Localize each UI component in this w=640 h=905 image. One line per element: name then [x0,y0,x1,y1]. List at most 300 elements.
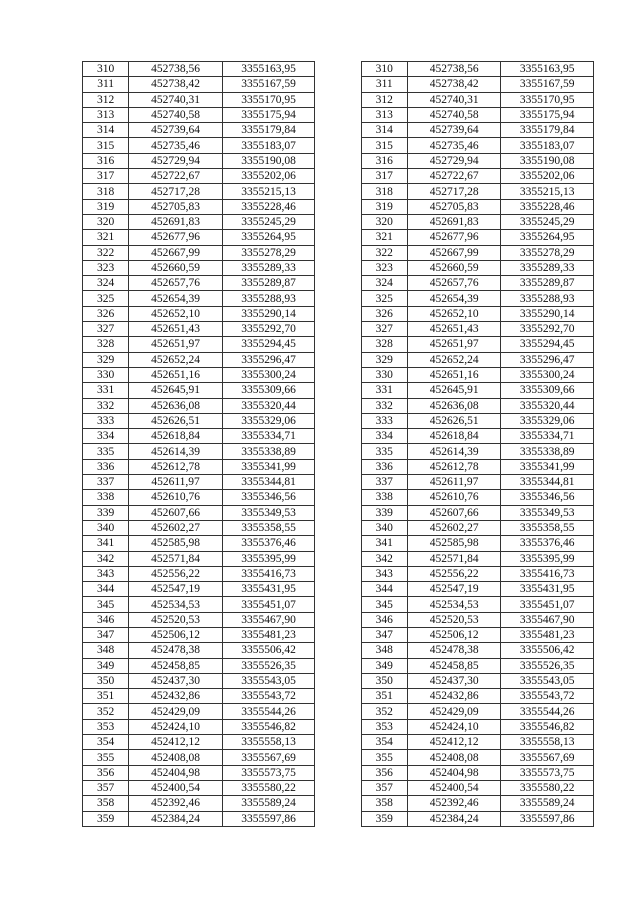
left-x-coordinate-cell: 452645,91 [129,383,223,398]
right-point-number-cell: 340 [361,520,407,535]
left-y-coordinate-cell: 3355580,22 [222,780,315,795]
left-y-coordinate-cell: 3355506,42 [222,643,315,658]
left-x-coordinate-cell: 452717,28 [129,184,223,199]
column-gap [315,459,361,474]
left-x-coordinate-cell: 452612,78 [129,459,223,474]
column-gap [315,138,361,153]
left-x-coordinate-cell: 452432,86 [129,689,223,704]
left-y-coordinate-cell: 3355296,47 [222,352,315,367]
column-gap [315,62,361,77]
right-x-coordinate-cell: 452571,84 [407,551,501,566]
right-point-number-cell: 354 [361,735,407,750]
right-x-coordinate-cell: 452738,42 [407,77,501,92]
table-row [83,184,594,199]
left-point-number-cell: 312 [83,92,129,107]
table-row [83,704,594,719]
right-point-number-cell: 359 [361,811,407,826]
table-row [83,367,594,382]
left-y-coordinate-cell: 3355567,69 [222,750,315,765]
left-y-coordinate-cell: 3355278,29 [222,245,315,260]
left-x-coordinate-cell: 452556,22 [129,566,223,581]
right-y-coordinate-cell: 3355228,46 [501,199,594,214]
right-y-coordinate-cell: 3355395,99 [501,551,594,566]
right-point-number-cell: 348 [361,643,407,658]
left-y-coordinate-cell: 3355481,23 [222,627,315,642]
left-x-coordinate-cell: 452651,43 [129,322,223,337]
left-x-coordinate-cell: 452424,10 [129,719,223,734]
right-point-number-cell: 351 [361,689,407,704]
left-point-number-cell: 334 [83,429,129,444]
right-point-number-cell: 318 [361,184,407,199]
left-y-coordinate-cell: 3355334,71 [222,429,315,444]
right-x-coordinate-cell: 452651,43 [407,322,501,337]
left-y-coordinate-cell: 3355170,95 [222,92,315,107]
left-x-coordinate-cell: 452636,08 [129,398,223,413]
left-y-coordinate-cell: 3355543,72 [222,689,315,704]
column-gap [315,704,361,719]
right-point-number-cell: 334 [361,429,407,444]
right-x-coordinate-cell: 452429,09 [407,704,501,719]
right-x-coordinate-cell: 452652,10 [407,306,501,321]
left-x-coordinate-cell: 452412,12 [129,735,223,750]
right-x-coordinate-cell: 452645,91 [407,383,501,398]
table-row [83,735,594,750]
right-y-coordinate-cell: 3355573,75 [501,765,594,780]
right-y-coordinate-cell: 3355278,29 [501,245,594,260]
right-y-coordinate-cell: 3355580,22 [501,780,594,795]
right-point-number-cell: 332 [361,398,407,413]
table-row [83,796,594,811]
left-x-coordinate-cell: 452691,83 [129,214,223,229]
left-x-coordinate-cell: 452458,85 [129,658,223,673]
left-x-coordinate-cell: 452626,51 [129,413,223,428]
right-x-coordinate-cell: 452654,39 [407,291,501,306]
left-point-number-cell: 347 [83,627,129,642]
right-x-coordinate-cell: 452677,96 [407,230,501,245]
right-x-coordinate-cell: 452614,39 [407,444,501,459]
left-y-coordinate-cell: 3355544,26 [222,704,315,719]
right-x-coordinate-cell: 452404,98 [407,765,501,780]
coordinates-table [82,61,594,827]
right-point-number-cell: 350 [361,673,407,688]
left-x-coordinate-cell: 452652,10 [129,306,223,321]
left-x-coordinate-cell: 452610,76 [129,490,223,505]
left-point-number-cell: 330 [83,367,129,382]
right-point-number-cell: 322 [361,245,407,260]
left-y-coordinate-cell: 3355416,73 [222,566,315,581]
table-row [83,199,594,214]
left-point-number-cell: 339 [83,505,129,520]
left-y-coordinate-cell: 3355320,44 [222,398,315,413]
left-x-coordinate-cell: 452722,67 [129,169,223,184]
right-x-coordinate-cell: 452636,08 [407,398,501,413]
right-x-coordinate-cell: 452722,67 [407,169,501,184]
right-point-number-cell: 312 [361,92,407,107]
left-point-number-cell: 354 [83,735,129,750]
left-point-number-cell: 333 [83,413,129,428]
left-y-coordinate-cell: 3355175,94 [222,107,315,122]
right-x-coordinate-cell: 452612,78 [407,459,501,474]
left-y-coordinate-cell: 3355290,14 [222,306,315,321]
left-x-coordinate-cell: 452571,84 [129,551,223,566]
right-point-number-cell: 316 [361,153,407,168]
right-x-coordinate-cell: 452667,99 [407,245,501,260]
right-x-coordinate-cell: 452657,76 [407,276,501,291]
right-x-coordinate-cell: 452400,54 [407,780,501,795]
table-row [83,245,594,260]
left-x-coordinate-cell: 452614,39 [129,444,223,459]
right-point-number-cell: 324 [361,276,407,291]
column-gap [315,337,361,352]
right-y-coordinate-cell: 3355183,07 [501,138,594,153]
right-x-coordinate-cell: 452437,30 [407,673,501,688]
left-point-number-cell: 350 [83,673,129,688]
left-point-number-cell: 327 [83,322,129,337]
right-x-coordinate-cell: 452611,97 [407,475,501,490]
right-y-coordinate-cell: 3355163,95 [501,62,594,77]
table-row [83,612,594,627]
table-row [83,627,594,642]
column-gap [315,673,361,688]
column-gap [315,169,361,184]
right-y-coordinate-cell: 3355526,35 [501,658,594,673]
right-point-number-cell: 335 [361,444,407,459]
left-y-coordinate-cell: 3355597,86 [222,811,315,826]
table-row [83,291,594,306]
left-y-coordinate-cell: 3355228,46 [222,199,315,214]
table-row [83,597,594,612]
left-x-coordinate-cell: 452677,96 [129,230,223,245]
right-point-number-cell: 347 [361,627,407,642]
left-point-number-cell: 325 [83,291,129,306]
left-point-number-cell: 332 [83,398,129,413]
right-x-coordinate-cell: 452652,24 [407,352,501,367]
right-y-coordinate-cell: 3355416,73 [501,566,594,581]
left-y-coordinate-cell: 3355264,95 [222,230,315,245]
table-row [83,214,594,229]
right-point-number-cell: 344 [361,582,407,597]
column-gap [315,750,361,765]
left-point-number-cell: 353 [83,719,129,734]
right-y-coordinate-cell: 3355289,87 [501,276,594,291]
table-row [83,459,594,474]
right-x-coordinate-cell: 452740,31 [407,92,501,107]
table-row [83,475,594,490]
left-x-coordinate-cell: 452740,31 [129,92,223,107]
column-gap [315,184,361,199]
column-gap [315,444,361,459]
left-x-coordinate-cell: 452404,98 [129,765,223,780]
right-point-number-cell: 342 [361,551,407,566]
column-gap [315,214,361,229]
column-gap [315,520,361,535]
column-gap [315,77,361,92]
right-x-coordinate-cell: 452739,64 [407,123,501,138]
column-gap [315,123,361,138]
right-point-number-cell: 355 [361,750,407,765]
table-row [83,107,594,122]
right-y-coordinate-cell: 3355334,71 [501,429,594,444]
column-gap [315,475,361,490]
left-point-number-cell: 338 [83,490,129,505]
left-point-number-cell: 315 [83,138,129,153]
column-gap [315,153,361,168]
right-y-coordinate-cell: 3355344,81 [501,475,594,490]
right-x-coordinate-cell: 452392,46 [407,796,501,811]
table-row [83,780,594,795]
right-x-coordinate-cell: 452738,56 [407,62,501,77]
left-point-number-cell: 321 [83,230,129,245]
right-point-number-cell: 349 [361,658,407,673]
right-x-coordinate-cell: 452740,58 [407,107,501,122]
left-point-number-cell: 337 [83,475,129,490]
left-x-coordinate-cell: 452651,97 [129,337,223,352]
left-x-coordinate-cell: 452534,53 [129,597,223,612]
right-point-number-cell: 328 [361,337,407,352]
left-point-number-cell: 310 [83,62,129,77]
right-point-number-cell: 331 [361,383,407,398]
right-point-number-cell: 323 [361,260,407,275]
left-y-coordinate-cell: 3355558,13 [222,735,315,750]
column-gap [315,490,361,505]
right-y-coordinate-cell: 3355309,66 [501,383,594,398]
table-row [83,765,594,780]
left-point-number-cell: 349 [83,658,129,673]
column-gap [315,582,361,597]
right-x-coordinate-cell: 452458,85 [407,658,501,673]
right-point-number-cell: 339 [361,505,407,520]
right-y-coordinate-cell: 3355175,94 [501,107,594,122]
left-y-coordinate-cell: 3355309,66 [222,383,315,398]
right-point-number-cell: 357 [361,780,407,795]
right-point-number-cell: 346 [361,612,407,627]
right-y-coordinate-cell: 3355215,13 [501,184,594,199]
left-x-coordinate-cell: 452739,64 [129,123,223,138]
table-row [83,689,594,704]
table-row [83,322,594,337]
table-row [83,276,594,291]
right-y-coordinate-cell: 3355338,89 [501,444,594,459]
left-y-coordinate-cell: 3355338,89 [222,444,315,459]
left-x-coordinate-cell: 452547,19 [129,582,223,597]
right-x-coordinate-cell: 452585,98 [407,536,501,551]
table-row [83,306,594,321]
column-gap [315,719,361,734]
left-y-coordinate-cell: 3355294,45 [222,337,315,352]
table-row [83,566,594,581]
column-gap [315,566,361,581]
left-x-coordinate-cell: 452585,98 [129,536,223,551]
coordinates-table-body [83,62,594,827]
column-gap [315,245,361,260]
left-point-number-cell: 344 [83,582,129,597]
table-row [83,153,594,168]
column-gap [315,291,361,306]
left-point-number-cell: 355 [83,750,129,765]
left-point-number-cell: 352 [83,704,129,719]
column-gap [315,643,361,658]
left-point-number-cell: 314 [83,123,129,138]
left-point-number-cell: 345 [83,597,129,612]
right-y-coordinate-cell: 3355506,42 [501,643,594,658]
right-point-number-cell: 330 [361,367,407,382]
column-gap [315,597,361,612]
right-x-coordinate-cell: 452602,27 [407,520,501,535]
left-y-coordinate-cell: 3355289,87 [222,276,315,291]
left-point-number-cell: 329 [83,352,129,367]
column-gap [315,367,361,382]
left-point-number-cell: 359 [83,811,129,826]
table-row [83,536,594,551]
left-point-number-cell: 351 [83,689,129,704]
right-point-number-cell: 310 [361,62,407,77]
right-y-coordinate-cell: 3355300,24 [501,367,594,382]
right-y-coordinate-cell: 3355329,06 [501,413,594,428]
left-x-coordinate-cell: 452384,24 [129,811,223,826]
left-x-coordinate-cell: 452738,42 [129,77,223,92]
left-y-coordinate-cell: 3355376,46 [222,536,315,551]
left-y-coordinate-cell: 3355451,07 [222,597,315,612]
column-gap [315,658,361,673]
left-x-coordinate-cell: 452660,59 [129,260,223,275]
table-row [83,658,594,673]
left-x-coordinate-cell: 452478,38 [129,643,223,658]
left-y-coordinate-cell: 3355589,24 [222,796,315,811]
column-gap [315,429,361,444]
right-x-coordinate-cell: 452705,83 [407,199,501,214]
table-row [83,490,594,505]
right-x-coordinate-cell: 452735,46 [407,138,501,153]
column-gap [315,398,361,413]
right-x-coordinate-cell: 452618,84 [407,429,501,444]
left-point-number-cell: 357 [83,780,129,795]
right-point-number-cell: 326 [361,306,407,321]
left-point-number-cell: 322 [83,245,129,260]
column-gap [315,627,361,642]
column-gap [315,199,361,214]
left-x-coordinate-cell: 452602,27 [129,520,223,535]
left-y-coordinate-cell: 3355202,06 [222,169,315,184]
right-x-coordinate-cell: 452651,97 [407,337,501,352]
left-x-coordinate-cell: 452437,30 [129,673,223,688]
left-y-coordinate-cell: 3355190,08 [222,153,315,168]
left-point-number-cell: 342 [83,551,129,566]
right-point-number-cell: 319 [361,199,407,214]
column-gap [315,230,361,245]
left-y-coordinate-cell: 3355329,06 [222,413,315,428]
left-point-number-cell: 317 [83,169,129,184]
right-x-coordinate-cell: 452534,53 [407,597,501,612]
right-y-coordinate-cell: 3355190,08 [501,153,594,168]
left-x-coordinate-cell: 452618,84 [129,429,223,444]
right-y-coordinate-cell: 3355296,47 [501,352,594,367]
left-point-number-cell: 326 [83,306,129,321]
left-point-number-cell: 323 [83,260,129,275]
left-y-coordinate-cell: 3355467,90 [222,612,315,627]
left-point-number-cell: 348 [83,643,129,658]
right-point-number-cell: 338 [361,490,407,505]
left-point-number-cell: 318 [83,184,129,199]
column-gap [315,612,361,627]
right-x-coordinate-cell: 452408,08 [407,750,501,765]
right-x-coordinate-cell: 452651,16 [407,367,501,382]
table-row [83,62,594,77]
column-gap [315,383,361,398]
right-x-coordinate-cell: 452717,28 [407,184,501,199]
right-y-coordinate-cell: 3355264,95 [501,230,594,245]
left-x-coordinate-cell: 452408,08 [129,750,223,765]
right-x-coordinate-cell: 452547,19 [407,582,501,597]
column-gap [315,765,361,780]
right-y-coordinate-cell: 3355376,46 [501,536,594,551]
left-x-coordinate-cell: 452611,97 [129,475,223,490]
column-gap [315,92,361,107]
left-point-number-cell: 346 [83,612,129,627]
table-row [83,582,594,597]
table-row [83,505,594,520]
right-x-coordinate-cell: 452424,10 [407,719,501,734]
column-gap [315,306,361,321]
left-point-number-cell: 320 [83,214,129,229]
table-row [83,673,594,688]
right-y-coordinate-cell: 3355294,45 [501,337,594,352]
right-y-coordinate-cell: 3355467,90 [501,612,594,627]
right-point-number-cell: 329 [361,352,407,367]
column-gap [315,505,361,520]
left-x-coordinate-cell: 452657,76 [129,276,223,291]
left-y-coordinate-cell: 3355288,93 [222,291,315,306]
left-y-coordinate-cell: 3355289,33 [222,260,315,275]
left-y-coordinate-cell: 3355431,95 [222,582,315,597]
table-row [83,413,594,428]
left-point-number-cell: 328 [83,337,129,352]
right-y-coordinate-cell: 3355202,06 [501,169,594,184]
table-row [83,643,594,658]
right-point-number-cell: 317 [361,169,407,184]
right-x-coordinate-cell: 452556,22 [407,566,501,581]
column-gap [315,780,361,795]
table-row [83,337,594,352]
left-y-coordinate-cell: 3355167,59 [222,77,315,92]
left-x-coordinate-cell: 452654,39 [129,291,223,306]
left-x-coordinate-cell: 452520,53 [129,612,223,627]
left-x-coordinate-cell: 452705,83 [129,199,223,214]
right-y-coordinate-cell: 3355170,95 [501,92,594,107]
table-row [83,398,594,413]
table-row [83,169,594,184]
left-y-coordinate-cell: 3355163,95 [222,62,315,77]
right-point-number-cell: 341 [361,536,407,551]
column-gap [315,107,361,122]
right-y-coordinate-cell: 3355292,70 [501,322,594,337]
table-row [83,92,594,107]
left-y-coordinate-cell: 3355341,99 [222,459,315,474]
left-y-coordinate-cell: 3355215,13 [222,184,315,199]
left-point-number-cell: 335 [83,444,129,459]
left-y-coordinate-cell: 3355395,99 [222,551,315,566]
left-x-coordinate-cell: 452738,56 [129,62,223,77]
table-row [83,230,594,245]
left-point-number-cell: 343 [83,566,129,581]
column-gap [315,735,361,750]
left-y-coordinate-cell: 3355292,70 [222,322,315,337]
right-y-coordinate-cell: 3355543,72 [501,689,594,704]
left-y-coordinate-cell: 3355300,24 [222,367,315,382]
right-y-coordinate-cell: 3355544,26 [501,704,594,719]
table-row [83,123,594,138]
right-point-number-cell: 343 [361,566,407,581]
left-x-coordinate-cell: 452651,16 [129,367,223,382]
